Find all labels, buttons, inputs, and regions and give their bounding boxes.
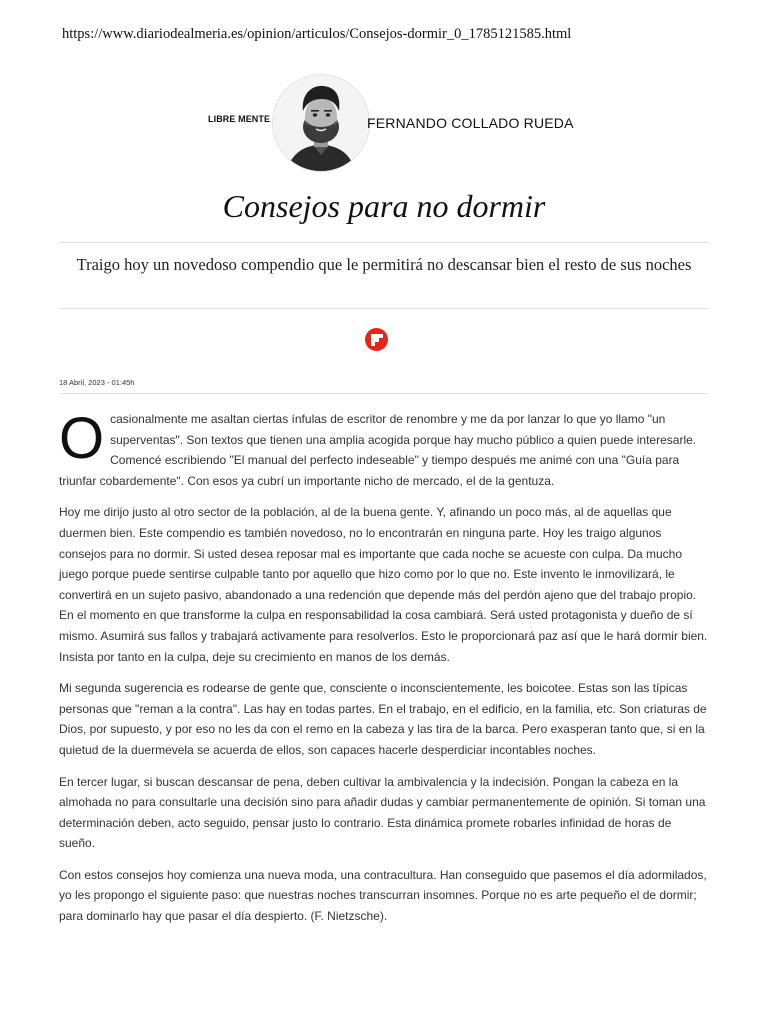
paragraph-1 bbox=[59, 406, 709, 491]
paragraph-2: Hoy me dirijo justo al otro sector de la población, al de la buena gente. Y, afinando un poco más, al de aquellas que duermen bien. Este compendio es también novedoso, no lo encontrarán en ninguna parte. Hoy les traigo algunos consejos para no dormir. Si usted desea reposar mal es importante que cada noche se acueste con culpa. Da mucho juego porque puede sentirse culpable tanto por aquello que hizo como por lo que no. Este invento le inmovilizará, le convertirá en un sujeto pasivo, abandonado a una redención que depende más del perdón ajeno que del trabajo propio. En el momento en que transforme la culpa en responsabilidad la cosa cambiará. Será usted protagonista y dueño de sí mismo. Asumirá sus fallos y trabajará activamente para resolverlos. Esto le proporcionará paz así que le hará dormir bien. Insista por tanto en la culpa, deje su crecimiento en manos de los demás. bbox=[59, 505, 708, 664]
paragraph-3: Mi segunda sugerencia es rodearse de gente que, consciente o inconscientemente, les boicotee. Estas son las típicas personas que "reman a la contra". Las hay en todas partes. En el trabajo, en el edificio, en la familia, etc. Son criaturas de Dios, por supuesto, y por eso no les da con el remo en la cabeza y las tira de la barca. Pero exasperan tanto que, si en la quietud de la duermevela se acuerda de ellos, son capaces hacerle desperdiciar incontables noches. bbox=[59, 681, 707, 757]
author-avatar bbox=[272, 74, 370, 172]
paragraph-4: En tercer lugar, si buscan descansar de pena, deben cultivar la ambivalencia y la indecisión. Pongan la cabeza en la almohada no para consultarle una decisión sino para añadir dudas y cambiar permanentemente de opinión. Si toman una determinación deben, acto seguido, pensar justo lo contrario. Esta dinámica promete robarles infinidad de horas de sueño. bbox=[59, 774, 706, 851]
article-subtitle: Traigo hoy un novedoso compendio que le permitirá no descansar bien el resto de sus noches bbox=[76, 255, 692, 274]
drop-cap: O bbox=[59, 406, 105, 471]
flipboard-icon bbox=[371, 334, 383, 346]
author-portrait-icon bbox=[273, 75, 369, 171]
page-url: https://www.diariodealmeria.es/opinion/articulos/Consejos-dormir_0_1785121585.html bbox=[62, 26, 572, 42]
flipboard-share-button[interactable] bbox=[365, 328, 388, 351]
paragraph-text: casionalmente me asaltan ciertas ínfulas de escritor de renombre y me da por lanzar lo que yo llamo "un superventas". Son textos que tienen una amplia acogida porque hay mucho público a quien puede interesarle. Comencé escribiendo "El manual del perfecto indeseable" y tiempo después me animé con una "Guía para triunfar cobardemente". Con esos ya cubrí un importante nicho de mercado, el de la gentuza. bbox=[59, 412, 697, 488]
divider-date bbox=[60, 393, 708, 394]
section-tag[interactable]: LIBRE MENTE bbox=[208, 114, 271, 124]
divider-bottom bbox=[60, 308, 708, 309]
article-title: Consejos para no dormir bbox=[222, 188, 546, 224]
article-body bbox=[59, 406, 709, 938]
paragraph-5: Con estos consejos hoy comienza una nueva moda, una contracultura. Han conseguido que pasemos el día adormilados, yo les propongo el siguiente paso: que nuestras noches transcurran insomnes. Porque no es arte pequeño el de dormir; para dominarlo hay que pasar el día despierto. (F. Nietzsche). bbox=[59, 867, 707, 924]
author-name[interactable]: FERNANDO COLLADO RUEDA bbox=[367, 115, 574, 131]
divider-top bbox=[60, 242, 708, 243]
byline bbox=[0, 72, 768, 172]
publish-date: 18 Abril, 2023 - 01:45h bbox=[59, 378, 135, 387]
